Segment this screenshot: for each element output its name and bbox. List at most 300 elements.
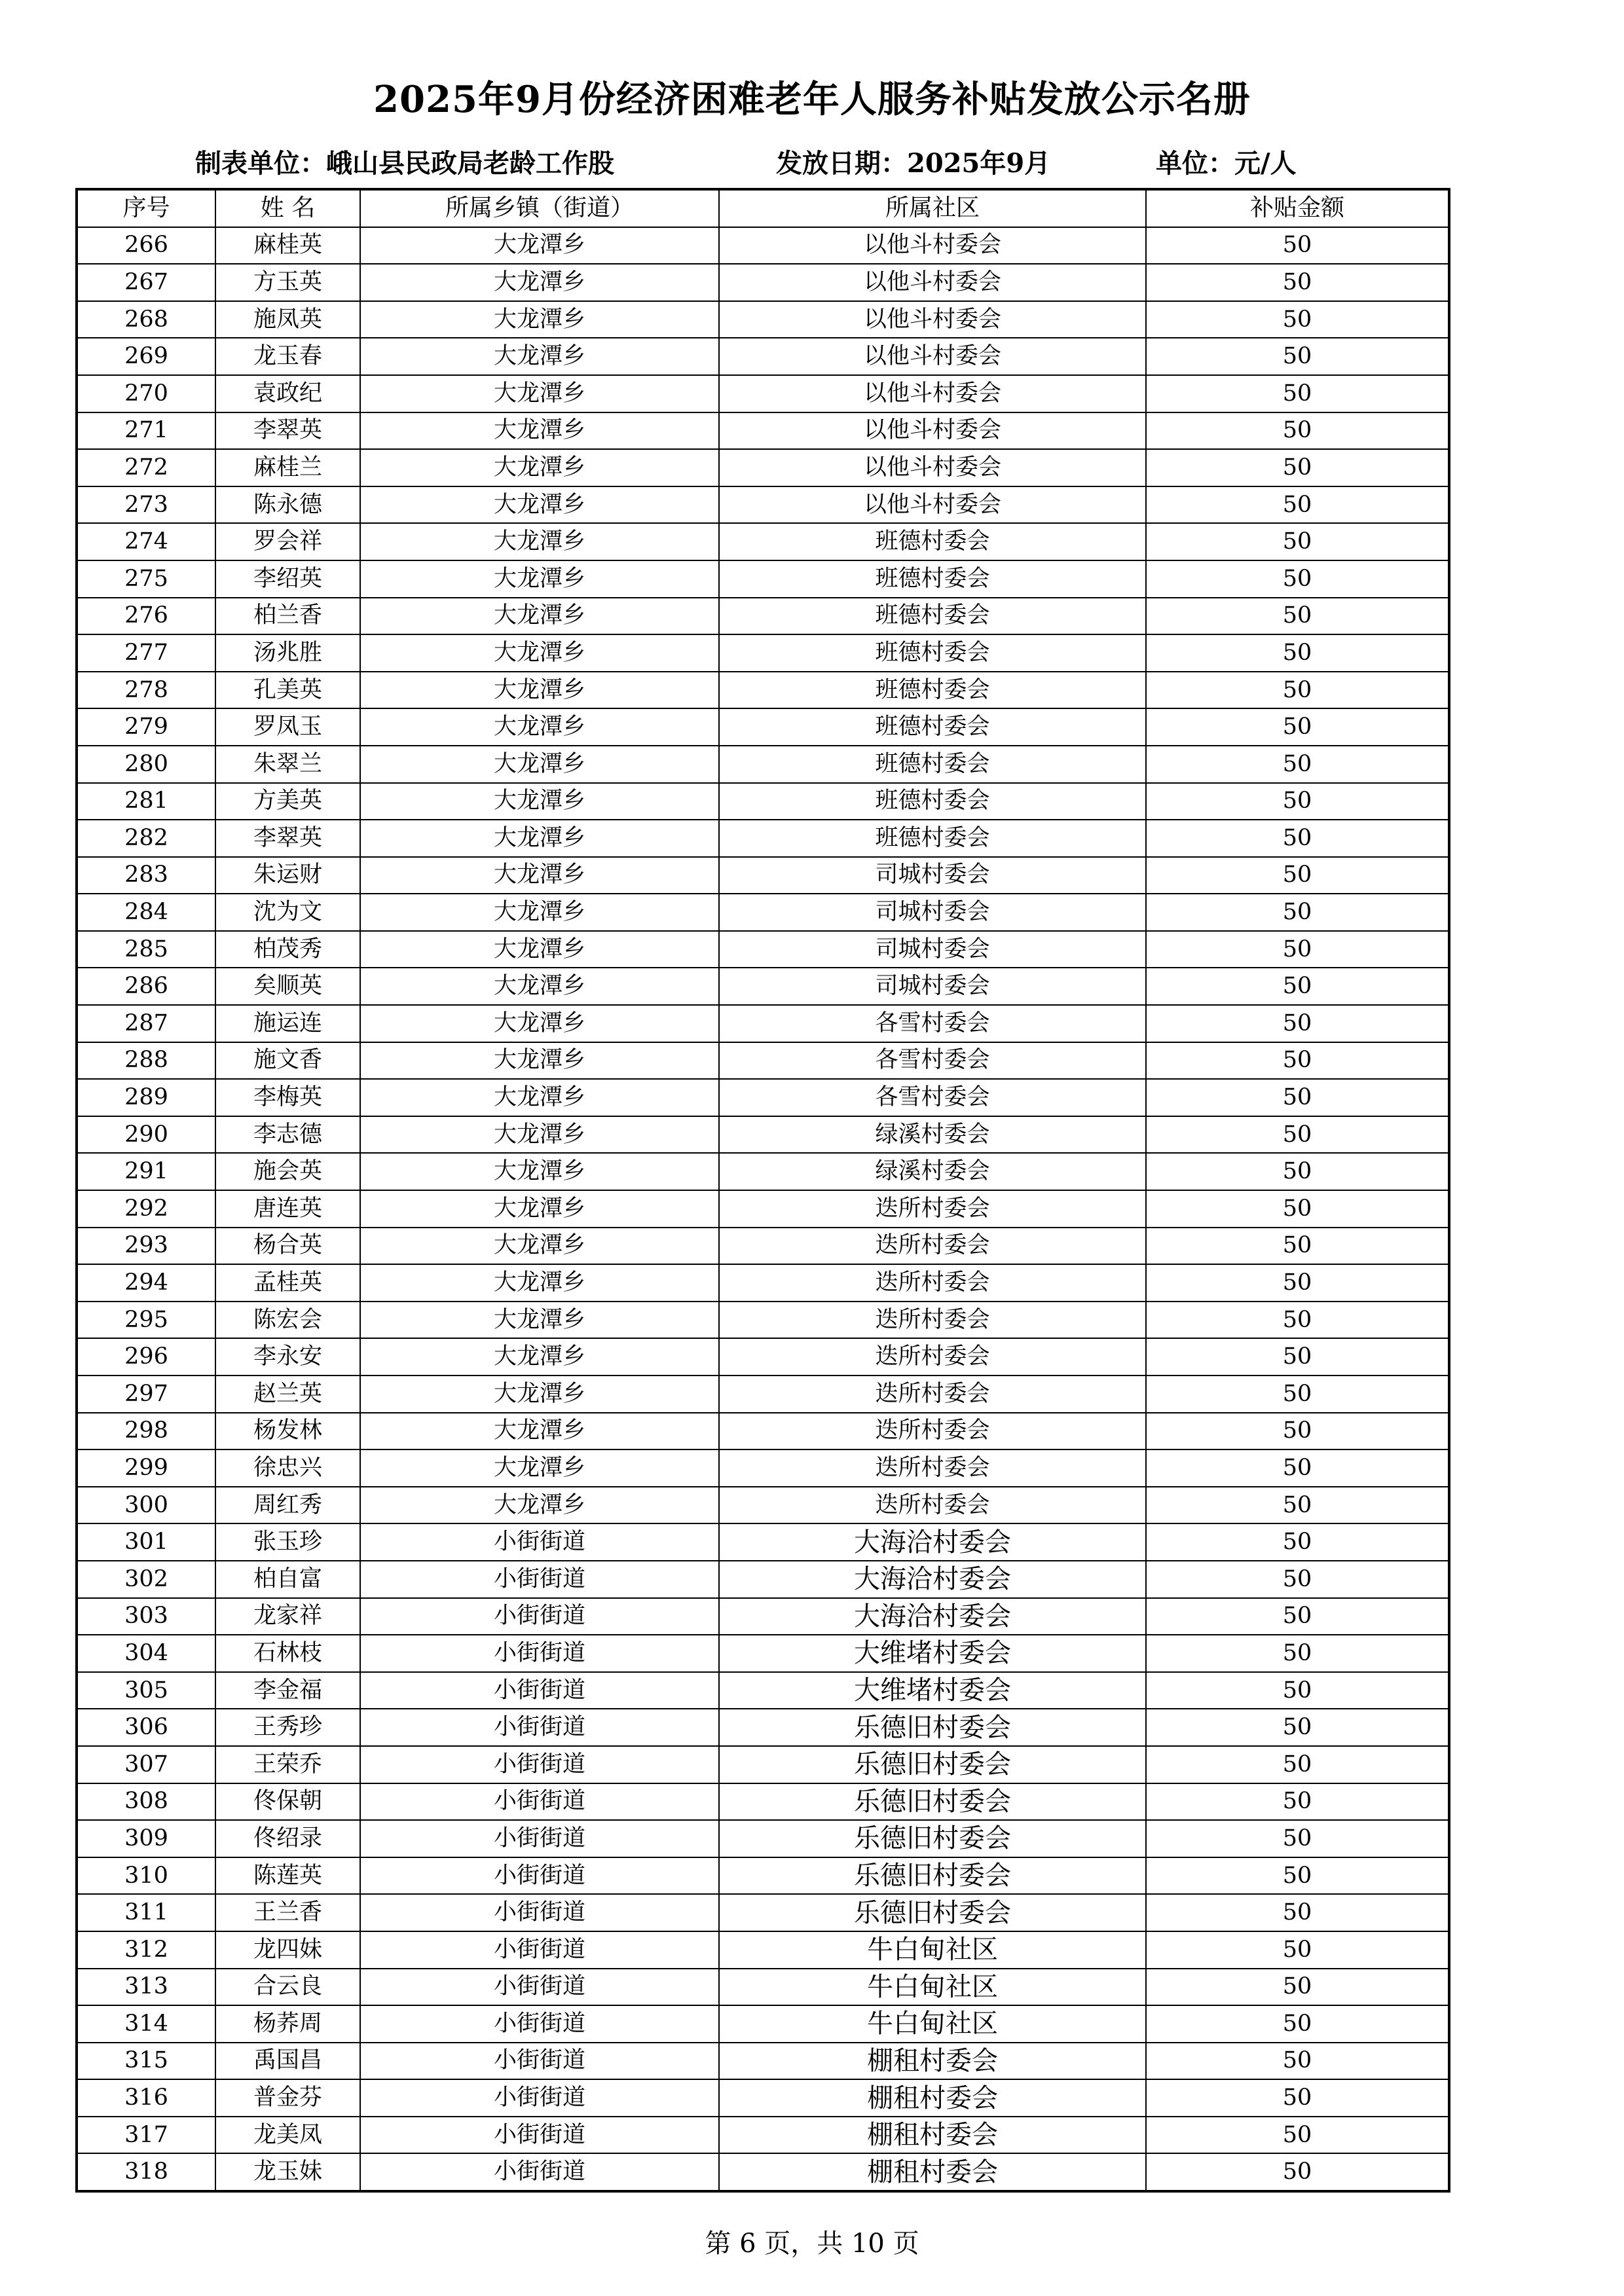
serial-cell: 266	[77, 227, 215, 264]
township-cell: 小街街道	[360, 2079, 719, 2117]
serial-cell: 307	[77, 1746, 215, 1783]
name-cell: 龙玉妹	[215, 2153, 360, 2191]
amount-cell: 50	[1146, 1931, 1449, 1969]
name-cell: 朱翠兰	[215, 746, 360, 783]
township-cell: 大龙潭乡	[360, 1487, 719, 1524]
amount-cell: 50	[1146, 783, 1449, 820]
serial-cell: 295	[77, 1302, 215, 1339]
name-cell: 杨合英	[215, 1228, 360, 1265]
serial-cell: 305	[77, 1672, 215, 1709]
community-cell: 迭所村委会	[719, 1413, 1146, 1450]
township-cell: 小街街道	[360, 1523, 719, 1561]
community-cell: 以他斗村委会	[719, 227, 1146, 264]
serial-cell: 270	[77, 375, 215, 412]
amount-cell: 50	[1146, 1523, 1449, 1561]
amount-cell: 50	[1146, 1709, 1449, 1746]
serial-cell: 280	[77, 746, 215, 783]
township-cell: 大龙潭乡	[360, 708, 719, 746]
name-cell: 禹国昌	[215, 2043, 360, 2080]
community-cell: 大海洽村委会	[719, 1523, 1146, 1561]
community-cell: 乐德旧村委会	[719, 1894, 1146, 1931]
amount-cell: 50	[1146, 1302, 1449, 1339]
township-cell: 大龙潭乡	[360, 672, 719, 709]
name-cell: 袁政纪	[215, 375, 360, 412]
name-cell: 合云良	[215, 1969, 360, 2006]
community-cell: 各雪村委会	[719, 1042, 1146, 1080]
table-row	[77, 931, 1449, 968]
name-cell: 孟桂英	[215, 1264, 360, 1302]
table-row	[77, 2043, 1449, 2080]
community-cell: 班德村委会	[719, 598, 1146, 635]
serial-cell: 269	[77, 338, 215, 375]
page-title: 2025年9月份经济困难老年人服务补贴发放公示名册	[373, 78, 1251, 121]
table-row	[77, 1969, 1449, 2006]
serial-cell: 286	[77, 968, 215, 1005]
amount-cell: 50	[1146, 523, 1449, 560]
name-cell: 王兰香	[215, 1894, 360, 1931]
name-cell: 陈永德	[215, 486, 360, 524]
table-row	[77, 227, 1449, 264]
serial-cell: 283	[77, 857, 215, 894]
serial-cell: 288	[77, 1042, 215, 1080]
amount-cell: 50	[1146, 1042, 1449, 1080]
township-cell: 大龙潭乡	[360, 1116, 719, 1154]
amount-cell: 50	[1146, 375, 1449, 412]
community-cell: 牛白甸社区	[719, 2005, 1146, 2043]
table-row	[77, 2079, 1449, 2117]
table-row	[77, 1672, 1449, 1709]
table-row	[77, 1005, 1449, 1042]
township-cell: 大龙潭乡	[360, 338, 719, 375]
amount-cell: 50	[1146, 560, 1449, 598]
name-cell: 柏自富	[215, 1561, 360, 1598]
community-cell: 迭所村委会	[719, 1338, 1146, 1376]
amount-cell: 50	[1146, 708, 1449, 746]
township-cell: 大龙潭乡	[360, 523, 719, 560]
community-cell: 班德村委会	[719, 560, 1146, 598]
name-cell: 施运连	[215, 1005, 360, 1042]
table-row	[77, 820, 1449, 857]
header-serial: 序号	[77, 189, 215, 227]
name-cell: 杨发林	[215, 1413, 360, 1450]
amount-cell: 50	[1146, 2117, 1449, 2154]
township-cell: 大龙潭乡	[360, 931, 719, 968]
township-cell: 大龙潭乡	[360, 1190, 719, 1228]
name-cell: 孔美英	[215, 672, 360, 709]
amount-cell: 50	[1146, 1820, 1449, 1857]
amount-cell: 50	[1146, 338, 1449, 375]
name-cell: 麻桂英	[215, 227, 360, 264]
serial-cell: 311	[77, 1894, 215, 1931]
serial-cell: 284	[77, 894, 215, 931]
community-cell: 大海洽村委会	[719, 1561, 1146, 1598]
serial-cell: 273	[77, 486, 215, 524]
township-cell: 大龙潭乡	[360, 1079, 719, 1116]
name-cell: 陈宏会	[215, 1302, 360, 1339]
community-cell: 司城村委会	[719, 968, 1146, 1005]
serial-cell: 271	[77, 412, 215, 450]
serial-cell: 316	[77, 2079, 215, 2117]
table-row	[77, 1153, 1449, 1190]
community-cell: 迭所村委会	[719, 1376, 1146, 1413]
table-row	[77, 672, 1449, 709]
township-cell: 大龙潭乡	[360, 598, 719, 635]
amount-cell: 50	[1146, 1635, 1449, 1672]
serial-cell: 278	[77, 672, 215, 709]
township-cell: 小街街道	[360, 1746, 719, 1783]
community-cell: 班德村委会	[719, 746, 1146, 783]
township-cell: 大龙潭乡	[360, 857, 719, 894]
amount-cell: 50	[1146, 1413, 1449, 1450]
township-cell: 大龙潭乡	[360, 227, 719, 264]
table-row	[77, 1709, 1449, 1746]
township-cell: 小街街道	[360, 1783, 719, 1821]
serial-cell: 309	[77, 1820, 215, 1857]
table-row	[77, 338, 1449, 375]
amount-cell: 50	[1146, 1561, 1449, 1598]
township-cell: 小街街道	[360, 2005, 719, 2043]
community-cell: 棚租村委会	[719, 2117, 1146, 2154]
table-row	[77, 894, 1449, 931]
community-cell: 以他斗村委会	[719, 338, 1146, 375]
amount-cell: 50	[1146, 449, 1449, 486]
name-cell: 方玉英	[215, 264, 360, 301]
name-cell: 龙玉春	[215, 338, 360, 375]
table-row	[77, 1746, 1449, 1783]
table-row	[77, 598, 1449, 635]
amount-cell: 50	[1146, 820, 1449, 857]
header-name: 姓 名	[215, 189, 360, 227]
name-cell: 佟保朝	[215, 1783, 360, 1821]
amount-cell: 50	[1146, 746, 1449, 783]
compiling-unit: 制表单位：峨山县民政局老龄工作股	[195, 148, 614, 179]
township-cell: 大龙潭乡	[360, 820, 719, 857]
township-cell: 小街街道	[360, 2043, 719, 2080]
serial-cell: 282	[77, 820, 215, 857]
name-cell: 龙美凤	[215, 2117, 360, 2154]
community-cell: 迭所村委会	[719, 1190, 1146, 1228]
amount-cell: 50	[1146, 1783, 1449, 1821]
township-cell: 大龙潭乡	[360, 1449, 719, 1487]
amount-cell: 50	[1146, 1598, 1449, 1635]
serial-cell: 302	[77, 1561, 215, 1598]
township-cell: 小街街道	[360, 2153, 719, 2191]
township-cell: 大龙潭乡	[360, 746, 719, 783]
serial-cell: 313	[77, 1969, 215, 2006]
serial-cell: 289	[77, 1079, 215, 1116]
name-cell: 佟绍录	[215, 1820, 360, 1857]
amount-cell: 50	[1146, 2079, 1449, 2117]
serial-cell: 317	[77, 2117, 215, 2154]
community-cell: 乐德旧村委会	[719, 1783, 1146, 1821]
table-row	[77, 1302, 1449, 1339]
name-cell: 柏茂秀	[215, 931, 360, 968]
table-row	[77, 1413, 1449, 1450]
community-cell: 以他斗村委会	[719, 412, 1146, 450]
issue-date: 发放日期：2025年9月	[776, 148, 1051, 179]
township-cell: 大龙潭乡	[360, 375, 719, 412]
name-cell: 施文香	[215, 1042, 360, 1080]
name-cell: 周红秀	[215, 1487, 360, 1524]
amount-cell: 50	[1146, 2043, 1449, 2080]
amount-cell: 50	[1146, 1264, 1449, 1302]
township-cell: 大龙潭乡	[360, 634, 719, 672]
name-cell: 施会英	[215, 1153, 360, 1190]
community-cell: 牛白甸社区	[719, 1969, 1146, 2006]
community-cell: 司城村委会	[719, 931, 1146, 968]
table-row	[77, 1820, 1449, 1857]
amount-cell: 50	[1146, 1969, 1449, 2006]
table-row	[77, 634, 1449, 672]
table-row	[77, 1857, 1449, 1895]
community-cell: 班德村委会	[719, 634, 1146, 672]
amount-cell: 50	[1146, 1487, 1449, 1524]
name-cell: 罗凤玉	[215, 708, 360, 746]
community-cell: 乐德旧村委会	[719, 1746, 1146, 1783]
serial-cell: 285	[77, 931, 215, 968]
community-cell: 以他斗村委会	[719, 264, 1146, 301]
serial-cell: 297	[77, 1376, 215, 1413]
serial-cell: 293	[77, 1228, 215, 1265]
township-cell: 小街街道	[360, 2117, 719, 2154]
serial-cell: 292	[77, 1190, 215, 1228]
name-cell: 麻桂兰	[215, 449, 360, 486]
amount-cell: 50	[1146, 1672, 1449, 1709]
township-cell: 小街街道	[360, 1857, 719, 1895]
community-cell: 绿溪村委会	[719, 1153, 1146, 1190]
serial-cell: 314	[77, 2005, 215, 2043]
amount-cell: 50	[1146, 2005, 1449, 2043]
community-cell: 牛白甸社区	[719, 1931, 1146, 1969]
township-cell: 小街街道	[360, 1672, 719, 1709]
community-cell: 棚租村委会	[719, 2043, 1146, 2080]
name-cell: 朱运财	[215, 857, 360, 894]
table-row	[77, 1635, 1449, 1672]
name-cell: 施凤英	[215, 301, 360, 338]
amount-cell: 50	[1146, 634, 1449, 672]
township-cell: 小街街道	[360, 1635, 719, 1672]
amount-cell: 50	[1146, 1116, 1449, 1154]
table-row	[77, 375, 1449, 412]
serial-cell: 294	[77, 1264, 215, 1302]
name-cell: 柏兰香	[215, 598, 360, 635]
community-cell: 以他斗村委会	[719, 301, 1146, 338]
table-row	[77, 412, 1449, 450]
township-cell: 大龙潭乡	[360, 560, 719, 598]
community-cell: 乐德旧村委会	[719, 1857, 1146, 1895]
amount-cell: 50	[1146, 1153, 1449, 1190]
table-row	[77, 1338, 1449, 1376]
table-row	[77, 1561, 1449, 1598]
table-row	[77, 1931, 1449, 1969]
serial-cell: 275	[77, 560, 215, 598]
community-cell: 司城村委会	[719, 894, 1146, 931]
serial-cell: 277	[77, 634, 215, 672]
table-row	[77, 301, 1449, 338]
community-cell: 迭所村委会	[719, 1302, 1146, 1339]
amount-cell: 50	[1146, 894, 1449, 931]
table-row	[77, 1079, 1449, 1116]
serial-cell: 281	[77, 783, 215, 820]
community-cell: 各雪村委会	[719, 1005, 1146, 1042]
name-cell: 唐连英	[215, 1190, 360, 1228]
name-cell: 李翠英	[215, 412, 360, 450]
name-cell: 杨荞周	[215, 2005, 360, 2043]
table-row	[77, 1523, 1449, 1561]
currency-unit: 单位：元/人	[1156, 148, 1297, 179]
township-cell: 大龙潭乡	[360, 486, 719, 524]
township-cell: 大龙潭乡	[360, 301, 719, 338]
township-cell: 小街街道	[360, 1561, 719, 1598]
name-cell: 赵兰英	[215, 1376, 360, 1413]
community-cell: 乐德旧村委会	[719, 1709, 1146, 1746]
township-cell: 大龙潭乡	[360, 783, 719, 820]
serial-cell: 279	[77, 708, 215, 746]
serial-cell: 301	[77, 1523, 215, 1561]
township-cell: 小街街道	[360, 1820, 719, 1857]
table-body	[77, 227, 1449, 2191]
serial-cell: 274	[77, 523, 215, 560]
amount-cell: 50	[1146, 264, 1449, 301]
table-row	[77, 1264, 1449, 1302]
name-cell: 李志德	[215, 1116, 360, 1154]
amount-cell: 50	[1146, 1857, 1449, 1895]
amount-cell: 50	[1146, 1338, 1449, 1376]
community-cell: 班德村委会	[719, 708, 1146, 746]
table-row	[77, 1228, 1449, 1265]
amount-cell: 50	[1146, 968, 1449, 1005]
serial-cell: 312	[77, 1931, 215, 1969]
community-cell: 各雪村委会	[719, 1079, 1146, 1116]
amount-cell: 50	[1146, 931, 1449, 968]
amount-cell: 50	[1146, 486, 1449, 524]
township-cell: 大龙潭乡	[360, 1413, 719, 1450]
serial-cell: 308	[77, 1783, 215, 1821]
amount-cell: 50	[1146, 227, 1449, 264]
serial-cell: 306	[77, 1709, 215, 1746]
table-row	[77, 560, 1449, 598]
serial-cell: 267	[77, 264, 215, 301]
community-cell: 司城村委会	[719, 857, 1146, 894]
amount-cell: 50	[1146, 1228, 1449, 1265]
header-community: 所属社区	[719, 189, 1146, 227]
serial-cell: 272	[77, 449, 215, 486]
community-cell: 棚租村委会	[719, 2079, 1146, 2117]
serial-cell: 291	[77, 1153, 215, 1190]
community-cell: 棚租村委会	[719, 2153, 1146, 2191]
township-cell: 大龙潭乡	[360, 1005, 719, 1042]
serial-cell: 318	[77, 2153, 215, 2191]
community-cell: 以他斗村委会	[719, 375, 1146, 412]
serial-cell: 290	[77, 1116, 215, 1154]
community-cell: 迭所村委会	[719, 1228, 1146, 1265]
community-cell: 班德村委会	[719, 783, 1146, 820]
table-row	[77, 1598, 1449, 1635]
name-cell: 汤兆胜	[215, 634, 360, 672]
table-header-row	[77, 189, 1449, 227]
community-cell: 大维堵村委会	[719, 1672, 1146, 1709]
table-row	[77, 486, 1449, 524]
serial-cell: 300	[77, 1487, 215, 1524]
community-cell: 大海洽村委会	[719, 1598, 1146, 1635]
township-cell: 小街街道	[360, 1931, 719, 1969]
table-row	[77, 1116, 1449, 1154]
serial-cell: 276	[77, 598, 215, 635]
table-row	[77, 1376, 1449, 1413]
name-cell: 罗会祥	[215, 523, 360, 560]
name-cell: 李永安	[215, 1338, 360, 1376]
township-cell: 大龙潭乡	[360, 449, 719, 486]
township-cell: 小街街道	[360, 1709, 719, 1746]
name-cell: 李金福	[215, 1672, 360, 1709]
table-row	[77, 783, 1449, 820]
serial-cell: 298	[77, 1413, 215, 1450]
amount-cell: 50	[1146, 1746, 1449, 1783]
community-cell: 迭所村委会	[719, 1449, 1146, 1487]
township-cell: 大龙潭乡	[360, 1376, 719, 1413]
amount-cell: 50	[1146, 1079, 1449, 1116]
table-row	[77, 1449, 1449, 1487]
table-row	[77, 2117, 1449, 2154]
serial-cell: 304	[77, 1635, 215, 1672]
table-row	[77, 1042, 1449, 1080]
township-cell: 大龙潭乡	[360, 1042, 719, 1080]
amount-cell: 50	[1146, 1894, 1449, 1931]
name-cell: 矣顺英	[215, 968, 360, 1005]
community-cell: 乐德旧村委会	[719, 1820, 1146, 1857]
amount-cell: 50	[1146, 1449, 1449, 1487]
community-cell: 班德村委会	[719, 672, 1146, 709]
table-row	[77, 857, 1449, 894]
amount-cell: 50	[1146, 1190, 1449, 1228]
township-cell: 小街街道	[360, 1598, 719, 1635]
community-cell: 班德村委会	[719, 523, 1146, 560]
community-cell: 大维堵村委会	[719, 1635, 1146, 1672]
serial-cell: 315	[77, 2043, 215, 2080]
community-cell: 绿溪村委会	[719, 1116, 1146, 1154]
amount-cell: 50	[1146, 2153, 1449, 2191]
serial-cell: 296	[77, 1338, 215, 1376]
township-cell: 大龙潭乡	[360, 1338, 719, 1376]
amount-cell: 50	[1146, 672, 1449, 709]
name-cell: 龙四妹	[215, 1931, 360, 1969]
township-cell: 大龙潭乡	[360, 968, 719, 1005]
table-row	[77, 968, 1449, 1005]
name-cell: 沈为文	[215, 894, 360, 931]
name-cell: 陈莲英	[215, 1857, 360, 1895]
township-cell: 大龙潭乡	[360, 894, 719, 931]
community-cell: 班德村委会	[719, 820, 1146, 857]
amount-cell: 50	[1146, 1376, 1449, 1413]
table-row	[77, 1894, 1449, 1931]
name-cell: 李梅英	[215, 1079, 360, 1116]
amount-cell: 50	[1146, 598, 1449, 635]
community-cell: 迭所村委会	[719, 1264, 1146, 1302]
community-cell: 以他斗村委会	[719, 486, 1146, 524]
community-cell: 以他斗村委会	[719, 449, 1146, 486]
header-amount: 补贴金额	[1146, 189, 1449, 227]
community-cell: 迭所村委会	[719, 1487, 1146, 1524]
name-cell: 石林枝	[215, 1635, 360, 1672]
amount-cell: 50	[1146, 412, 1449, 450]
name-cell: 张玉珍	[215, 1523, 360, 1561]
table-row	[77, 2153, 1449, 2191]
township-cell: 大龙潭乡	[360, 412, 719, 450]
name-cell: 徐忠兴	[215, 1449, 360, 1487]
amount-cell: 50	[1146, 857, 1449, 894]
serial-cell: 268	[77, 301, 215, 338]
name-cell: 方美英	[215, 783, 360, 820]
